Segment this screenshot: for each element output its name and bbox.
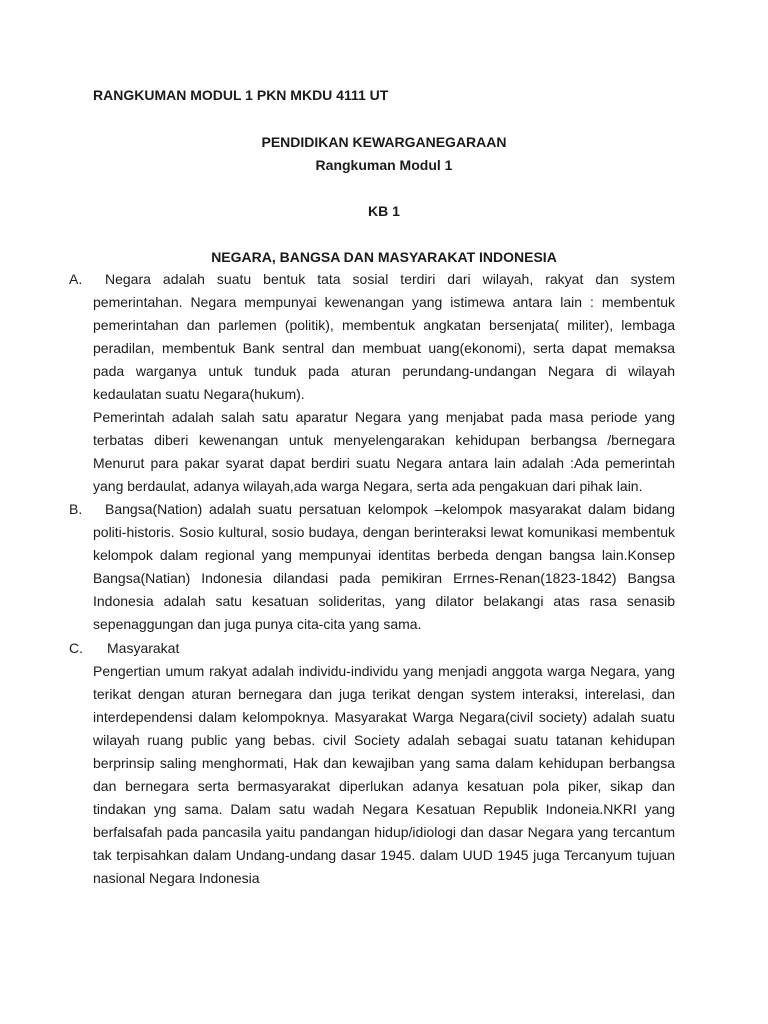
section-a-marker: A. <box>69 271 83 287</box>
section-b-marker: B. <box>69 501 83 517</box>
section-c-marker: C. <box>69 640 83 656</box>
section-b-paragraph-1: Bangsa(Nation) adalah suatu persatuan kelompok –kelompok masyarakat dalam bidang politi-historis. Sosio kultural, sosio budaya, dengan berinteraksi lewat komunikasi membentuk kelompok dalam regional yang mempunyai identitas berbeda dengan bangsa lain.Konsep Bangsa(Natian) Indonesia dilandasi pada pemikiran Errnes-Renan(1823-1842) Bangsa Indonesia adalah satu kesatuan solideritas, yang dilator belakangi atas rasa senasib sepenaggungan dan juga punya cita-cita yang sama. <box>93 501 675 632</box>
section-a-paragraph-1: Negara adalah suatu bentuk tata sosial terdiri dari wilayah, rakyat dan system pemerintahan. Negara mempunyai kewenangan yang istimewa antara lain : membentuk pemerintahan dan parlemen (politik), membentuk angkatan bersenjata( militer), lembaga peradilan, membentuk Bank sentral dan membuat uang(ekonomi), serta dapat memaksa pada warganya untuk tunduk pada aturan perundang-undangan Negara di wilayah kedaulatan suatu Negara(hukum). <box>93 271 675 402</box>
section-c-paragraph-1: Pengertian umum rakyat adalah individu-individu yang menjadi anggota warga Negara, yang terikat dengan aturan bernegara dan juga terikat dengan system interaksi, interelasi, dan interdependensi dalam kelompoknya. Masyarakat Warga Negara(civil society) adalah suatu wilayah ruang public yang bebas. civil Society adalah sebagai suatu tatanan kehidupan berprinsip saling menghormati, Hak dan kewajiban yang sama dalam kehidupan berbangsa dan bernegara serta bermasyarakat diperlukan adanya kesatuan pola piker, sikap dan tindakan yng sama. Dalam satu wadah Negara Kesatuan Republik Indoneia.NKRI yang berfalsafah pada pancasila yaitu pandangan hidup/idiologi dan dasar Negara yang tercantum tak terpisahkan dalam Undang-undang dasar 1945. dalam UUD 1945 juga Tercanyum tujuan nasional Negara Indonesia <box>93 663 675 886</box>
section-c <box>69 637 675 890</box>
section-b <box>69 498 675 636</box>
main-heading: PENDIDIKAN KEWARGANEGARAAN <box>261 134 507 150</box>
section-a <box>69 268 675 498</box>
section-c-body <box>93 637 675 890</box>
kb-heading: KB 1 <box>368 203 400 219</box>
section-a-paragraph-2: Pemerintah adalah salah satu aparatur Negara yang menjabat pada masa periode yang terbatas diberi kewenangan untuk menyelengarakan kehidupan berbangsa /bernegara Menurut para pakar syarat dapat berdiri suatu Negara antara lain adalah :Ada pemerintah yang berdaulat, adanya wilayah,ada warga Negara, serta ada pengakuan dari pihak lain. <box>93 409 675 494</box>
section-a-body <box>93 268 675 498</box>
section-heading: NEGARA, BANGSA DAN MASYARAKAT INDONESIA <box>211 249 557 265</box>
section-c-title: Masyarakat <box>107 640 180 656</box>
document-title: RANGKUMAN MODUL 1 PKN MKDU 4111 UT <box>93 87 389 103</box>
section-b-body <box>93 498 675 636</box>
sub-heading: Rangkuman Modul 1 <box>315 157 453 173</box>
